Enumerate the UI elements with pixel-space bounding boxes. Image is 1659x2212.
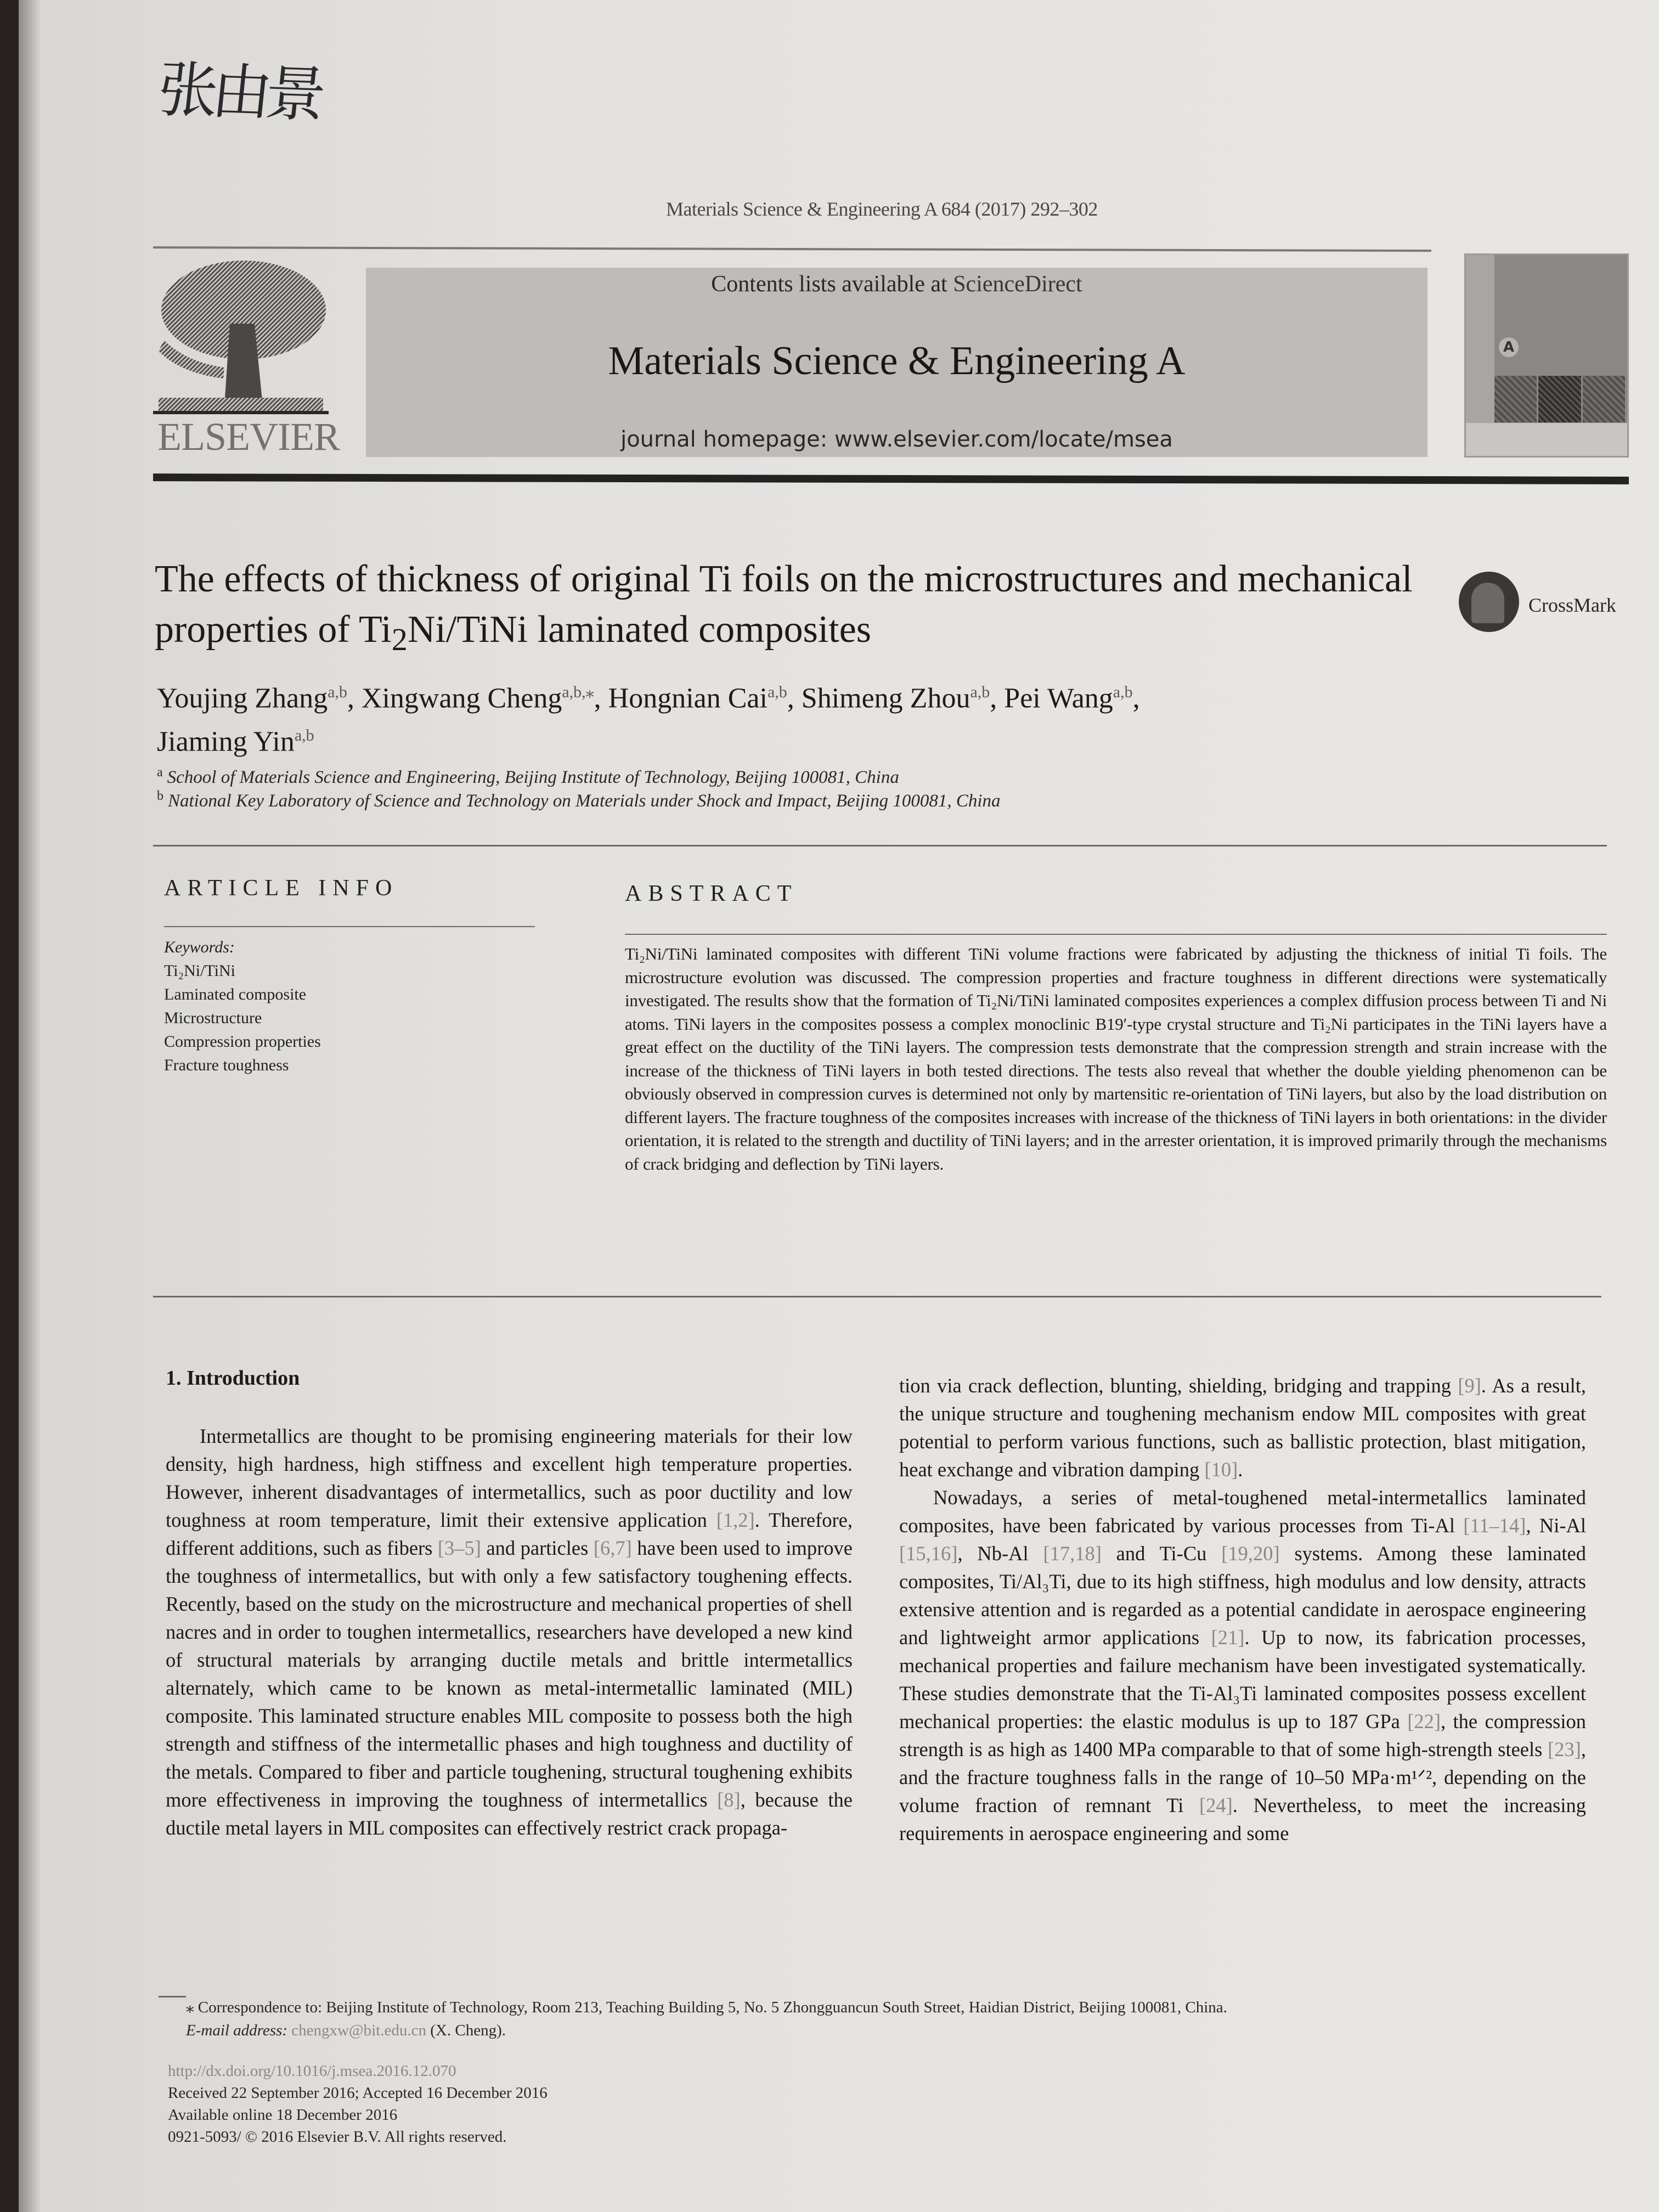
- body-text: tion via crack deflection, blunting, shielding, bridging and trapping: [899, 1374, 1458, 1397]
- elsevier-wordmark: ELSEVIER: [157, 415, 340, 459]
- author-name[interactable]: Hongnian Cai: [608, 682, 768, 714]
- citation-link[interactable]: [10]: [1204, 1458, 1238, 1481]
- email-line: [186, 2019, 1227, 2042]
- cover-title-line: [1602, 283, 1659, 300]
- citation-link[interactable]: [15,16]: [899, 1542, 958, 1565]
- footnote-rule: [159, 1996, 186, 1997]
- body-paragraph: [166, 1422, 853, 1842]
- abstract-heading: ABSTRACT: [625, 881, 798, 906]
- journal-name: Materials Science & Engineering A: [608, 338, 1186, 383]
- email-link[interactable]: chengxw@bit.edu.cn: [291, 2022, 426, 2039]
- page-edge-shadow: [19, 0, 41, 2212]
- author-affiliation-mark: a,b: [767, 683, 787, 701]
- keywords-block: [164, 935, 321, 1077]
- author-separator: ,: [787, 682, 802, 714]
- citation-link[interactable]: [8]: [717, 1788, 741, 1811]
- body-text: . Up to now, its fabrication processes, mechanical properties and failure mechanism have been investigated systematically. These studies demonstrate that the Ti-Al₃Ti laminated composites possess excellent mechanical properties: the elastic modulus is up to 187 GPa: [899, 1626, 1586, 1733]
- received-dates: Received 22 September 2016; Accepted 16 December 2016: [168, 2084, 548, 2102]
- citation-link[interactable]: [19,20]: [1221, 1542, 1280, 1565]
- homepage-label: journal homepage:: [620, 427, 834, 452]
- cover-title: [1602, 283, 1659, 335]
- author-name[interactable]: Jiaming Yin: [157, 726, 295, 758]
- elsevier-logo: [153, 258, 340, 459]
- journal-cover-thumbnail: [1464, 253, 1629, 458]
- article-info-heading: ARTICLE INFO: [164, 876, 399, 901]
- body-text: and particles: [481, 1537, 594, 1559]
- cover-title-line: [1602, 318, 1659, 335]
- keyword: Fracture toughness: [164, 1056, 289, 1074]
- article-title: [155, 554, 1417, 665]
- author-name[interactable]: Xingwang Cheng: [361, 682, 562, 714]
- author-name[interactable]: Pei Wang: [1004, 682, 1113, 714]
- citation-link[interactable]: [11–14]: [1463, 1514, 1526, 1537]
- crossmark-bookmark-icon: [1471, 583, 1504, 623]
- correspondence-address: ⁎ Correspondence to: Beijing Institute of Technology, Room 213, Teaching Building 5, No. 5 Zhongguancun South Street, Haidian District, Beijing 100081, China.: [186, 1999, 1227, 2016]
- author-list: [157, 674, 1391, 761]
- body-text: , Ni-Al: [1526, 1514, 1587, 1537]
- citation-link[interactable]: [21]: [1211, 1626, 1245, 1649]
- author-name[interactable]: Youjing Zhang: [157, 682, 328, 714]
- correspondence-footnote: [186, 1996, 1227, 2042]
- keyword: Compression properties: [164, 1032, 321, 1051]
- body-text: . Nevertheless, to meet the increasing requirements in aerospace engineering and some: [899, 1794, 1586, 1844]
- copyright: 0921-5093/ © 2016 Elsevier B.V. All rights reserved.: [168, 2128, 507, 2146]
- body-text: , the compression strength is as high as 1400 MPa comparable to that of some high-strength steels: [899, 1710, 1586, 1760]
- author-affiliation-mark: a,b: [294, 726, 314, 745]
- citation-link[interactable]: [17,18]: [1043, 1542, 1102, 1565]
- author-separator: ,: [594, 682, 608, 714]
- body-paragraph: [899, 1483, 1586, 1847]
- cover-image: [1538, 376, 1581, 422]
- title-subscript: 2: [391, 622, 408, 657]
- section-heading-introduction: 1. Introduction: [166, 1367, 300, 1390]
- body-column-right: [899, 1372, 1586, 1847]
- title-text-end: Ni/TiNi laminated composites: [407, 608, 872, 651]
- journal-banner: [366, 268, 1427, 457]
- author-affiliation-mark: a,b: [328, 683, 347, 701]
- affiliation-text: National Key Laboratory of Science and Technology on Materials under Shock and Impact, Beijing 100081, China: [168, 791, 1001, 811]
- author-separator: ,: [1132, 682, 1140, 714]
- author-affiliation-mark: a,b: [1113, 683, 1133, 701]
- email-owner: (X. Cheng).: [426, 2022, 506, 2039]
- citation-link[interactable]: [3–5]: [437, 1537, 481, 1559]
- body-text: , because the ductile metal layers in MIL composites can effectively restrict crack propaga-: [166, 1788, 853, 1839]
- citation-link[interactable]: [6,7]: [593, 1537, 632, 1559]
- author-name[interactable]: Shimeng Zhou: [801, 682, 970, 714]
- email-label: E-mail address:: [186, 2022, 292, 2039]
- citation-link[interactable]: [24]: [1199, 1794, 1233, 1816]
- body-text: have been used to improve the toughness of intermetallics, but with only a few satisfactory toughening effects. Recently, based on the study on the microstructure and mechanical properties of shell nacres and in order to toughen intermetallics, researchers have developed a new kind of structural materials by arranging ductile metals and brittle intermetallics alternately, which came to be known as metal-intermetallic laminated (MIL) composite. This laminated structure enables MIL composite to possess both the high strength and stiffness of the intermetallic phases and high toughness and ductility of the metals. Compared to fiber and particle toughening, structural toughening exhibits more effectiveness in improving the toughness of intermetallics: [166, 1537, 853, 1811]
- body-text: .: [1238, 1458, 1243, 1481]
- citation-link[interactable]: [9]: [1458, 1374, 1481, 1397]
- citation-link[interactable]: [22]: [1407, 1710, 1441, 1733]
- cover-footer: [1466, 423, 1627, 456]
- author-affiliation-mark: a,b: [970, 683, 990, 701]
- citation-link[interactable]: [23]: [1548, 1738, 1581, 1760]
- keyword: Laminated composite: [164, 985, 307, 1003]
- homepage-line: [366, 427, 1427, 452]
- body-text: . As a result, the unique structure and toughening mechanism endow MIL composites with great potential to perform various functions, such as ballistic protection, blast mitigation, heat exchange and vibration damping: [899, 1374, 1586, 1481]
- running-head: Materials Science & Engineering A 684 (2017) 292–302: [666, 198, 1098, 220]
- cover-section-badge: A: [1499, 337, 1519, 357]
- handwritten-note: 张由景: [154, 54, 323, 130]
- title-text: The effects of thickness of original Ti foils on the microstructures and mechanical properties of Ti: [155, 558, 1413, 651]
- cover-title-line: [1602, 300, 1659, 318]
- crossmark-label[interactable]: CrossMark: [1528, 594, 1616, 616]
- divider: [153, 1296, 1601, 1297]
- affiliation-text: School of Materials Science and Engineering, Beijing Institute of Technology, Beijing 100081, China: [167, 768, 899, 787]
- article-info-rule: [164, 926, 535, 927]
- publication-info: [168, 2060, 548, 2148]
- body-text: . Therefore, different additions, such as fibers: [166, 1509, 853, 1559]
- cover-micrographs: [1494, 376, 1625, 422]
- sciencedirect-link[interactable]: ScienceDirect: [953, 272, 1082, 297]
- body-text: , and the fracture toughness falls in the range of 10–50 MPa·m¹ᐟ², depending on the volume fraction of remnant Ti: [899, 1738, 1586, 1816]
- homepage-url[interactable]: www.elsevier.com/locate/msea: [834, 427, 1173, 452]
- body-paragraph: [899, 1372, 1586, 1483]
- paper-page: [19, 0, 1659, 2212]
- keyword: Ti₂Ni/TiNi: [164, 962, 236, 980]
- available-online: Available online 18 December 2016: [168, 2106, 398, 2124]
- divider: [153, 845, 1607, 847]
- elsevier-tree-icon: [153, 258, 329, 414]
- body-text: Intermetallics are thought to be promising engineering materials for their low density, high hardness, high stiffness and excellent high temperature properties. However, inherent disadvantages of intermetallics, such as poor ductility and low toughness at room temperature, limit their extensive application: [166, 1425, 853, 1531]
- contents-line: [366, 271, 1427, 297]
- author-affiliation-mark: a,b,⁎: [562, 683, 594, 701]
- body-text: and Ti-Cu: [1101, 1542, 1222, 1565]
- affiliation-b: [157, 789, 1001, 811]
- body-text: Nowadays, a series of metal-toughened metal-intermetallics laminated composites, have been fabricated by various processes from Ti-Al: [899, 1486, 1586, 1537]
- keywords-label: Keywords:: [164, 938, 235, 956]
- header-rule: [153, 246, 1431, 252]
- body-text: , Nb-Al: [957, 1542, 1043, 1565]
- body-column-left: [166, 1422, 853, 1842]
- author-separator: ,: [347, 682, 362, 714]
- affiliation-mark: b: [157, 789, 163, 803]
- doi-link[interactable]: http://dx.doi.org/10.1016/j.msea.2016.12.070: [168, 2062, 456, 2080]
- body-text: systems. Among these laminated composites, Ti/Al₃Ti, due to its high stiffness, high modulus and low density, attracts extensive attention and is regarded as a potential candidate in aerospace engineering and lightweight armor applications: [899, 1542, 1586, 1649]
- abstract-text: Ti₂Ni/TiNi laminated composites with different TiNi volume fractions were fabricated by adjusting the thickness of initial Ti foils. The microstructure evolution was discussed. The compression properties and fracture toughness in different directions were systematically investigated. The results show that the formation of Ti₂Ni/TiNi laminated composites experiences a complex diffusion process between Ti and Ni atoms. TiNi layers in the composites possess a complex monoclinic B19′-type crystal structure and Ti₂Ni participates in the TiNi layers have a great effect on the ductility of the TiNi layers. The compression tests demonstrate that the compression strength and strain increase with the increase of the thickness of TiNi layers in both tested directions. The tests also reveal that whether the double yielding phenomenon can be obviously observed in compression curves is determined not only by martensitic re-orientation of TiNi layers, but also by the load distribution on different layers. The fracture toughness of the composites increases with increase of the thickness of TiNi layers in both orientations: in the divider orientation, it is related to the strength and ductility of TiNi layers; and in the arrester orientation, it is improved primarily through the mechanisms of crack bridging and deflection by TiNi layers.: [625, 944, 1607, 1173]
- cover-image: [1583, 376, 1625, 422]
- header-thick-rule: [153, 473, 1629, 484]
- keyword: Microstructure: [164, 1009, 262, 1027]
- citation-link[interactable]: [1,2]: [716, 1509, 755, 1531]
- abstract-rule: [625, 934, 1607, 935]
- cover-image: [1494, 376, 1537, 422]
- affiliation-a: [157, 765, 899, 788]
- contents-prefix: Contents lists available at: [711, 272, 953, 297]
- author-separator: ,: [990, 682, 1005, 714]
- affiliation-mark: a: [157, 765, 163, 780]
